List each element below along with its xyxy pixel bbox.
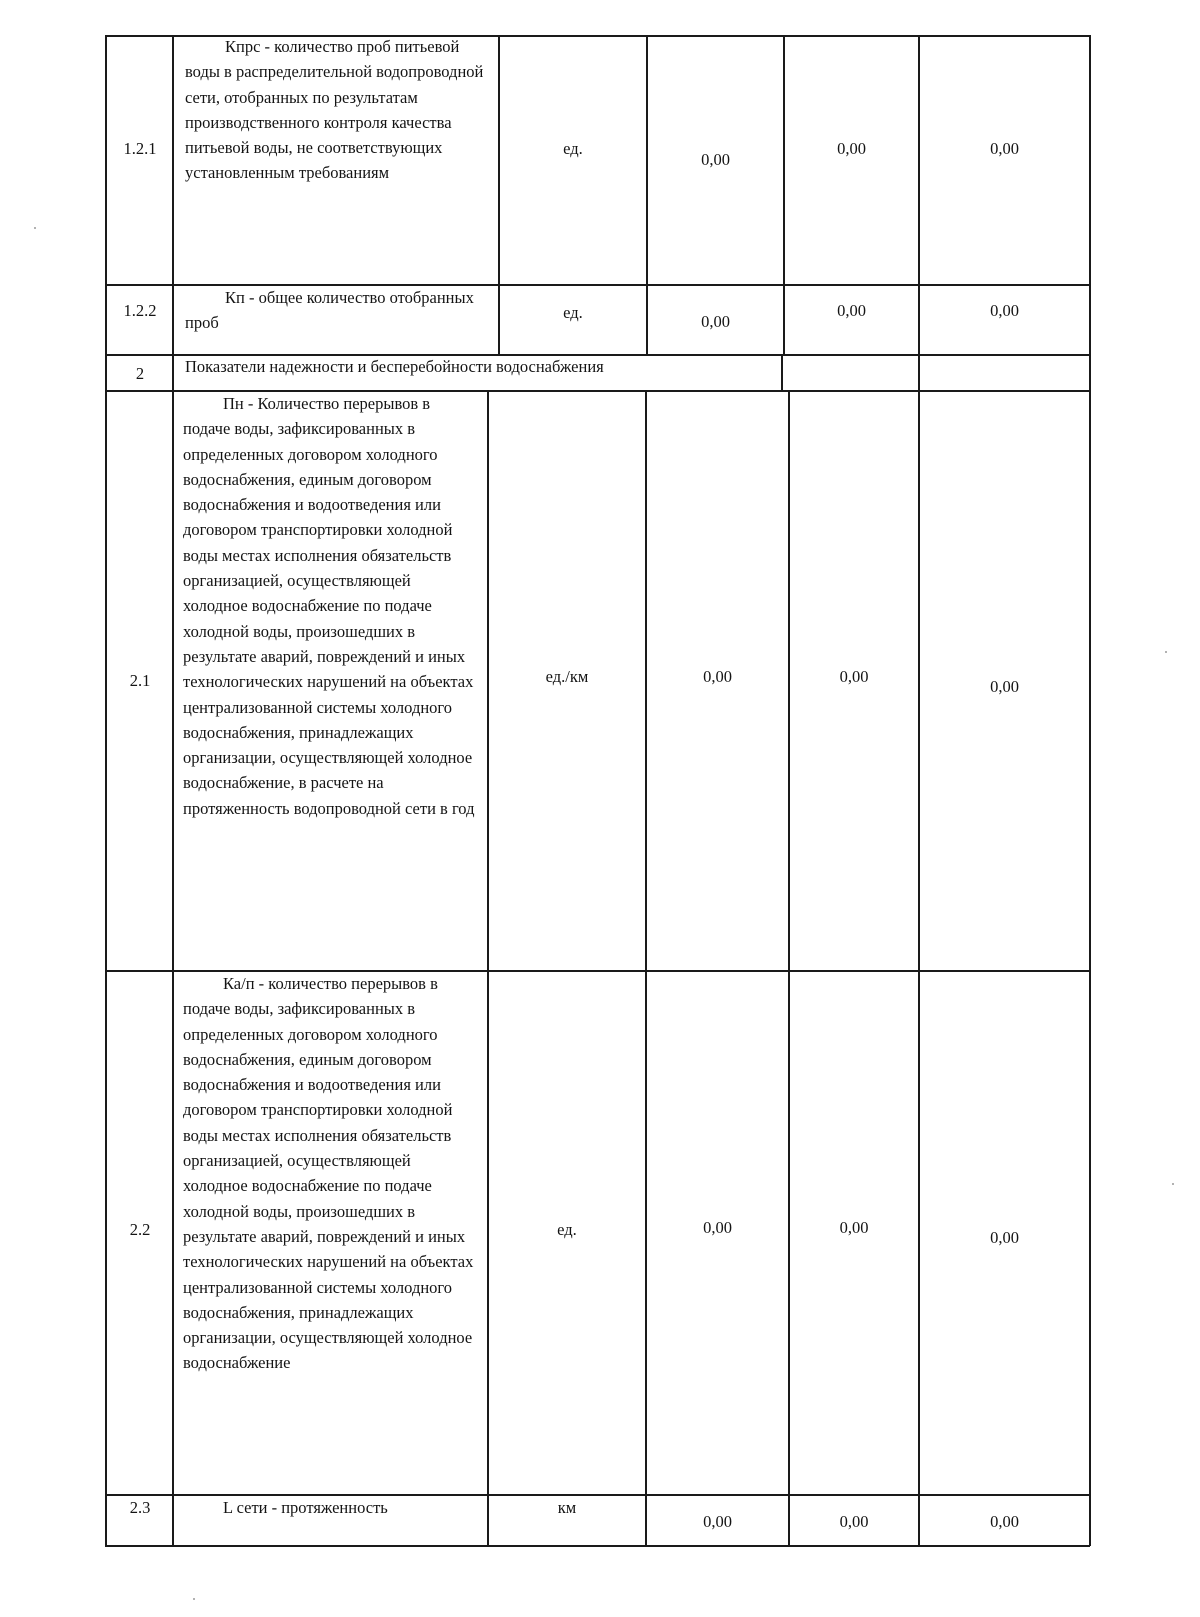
scan-speck: [34, 227, 36, 229]
column-divider: [172, 35, 174, 1546]
value-cell: 0,00: [990, 139, 1019, 158]
table-border-right: [1089, 35, 1091, 1546]
value-cell: 0,00: [837, 301, 866, 320]
column-divider: [645, 390, 647, 1546]
row-unit: км: [557, 1498, 577, 1517]
row-unit: ед.: [563, 139, 583, 158]
row-number: 1.2.1: [123, 139, 157, 158]
row-number: 1.2.2: [123, 301, 157, 320]
row-description: Ка/п - количество перерывов в подаче воды, зафиксированных в определенных договором холодного водоснабжения, единым договором водоснабжения и водоотведения или договором транспортировки холодной воды местах исполнения обязательств организацией, осуществляющей холодное водоснабжение по подаче холодной воды, произошедших в результате аварий, повреждений и иных технологических нарушений на объектах централизованной системы холодного водоснабжения, принадлежащих организации, осуществляющей холодное водоснабжение: [183, 974, 474, 1373]
value-cell: 0,00: [990, 1228, 1019, 1247]
column-divider: [646, 35, 648, 355]
scan-speck: [1165, 651, 1167, 653]
row-unit: ед.: [557, 1220, 577, 1239]
value-cell: 0,00: [839, 667, 869, 686]
row-description: L сети - протяженность: [223, 1498, 388, 1517]
section-title: Показатели надежности и бесперебойности водоснабжения: [185, 357, 604, 376]
row-number: 2.3: [129, 1498, 151, 1517]
column-divider: [918, 390, 920, 1546]
column-divider: [788, 390, 790, 1546]
table-border-bottom: [105, 1545, 1090, 1547]
value-cell: 0,00: [990, 1512, 1019, 1531]
value-cell: 0,00: [703, 667, 732, 686]
value-cell: 0,00: [703, 1218, 732, 1237]
row-number: 2.1: [129, 671, 151, 690]
value-cell: 0,00: [701, 312, 730, 331]
row-unit: ед./км: [545, 667, 589, 686]
row-description: Кп - общее количество отобранных проб: [185, 288, 474, 333]
value-cell: 0,00: [990, 301, 1019, 320]
row-number: 2.2: [129, 1220, 151, 1239]
value-cell: 0,00: [703, 1512, 732, 1531]
scan-speck: [193, 1598, 195, 1600]
column-divider: [918, 354, 920, 391]
row-number: 2: [135, 364, 145, 383]
value-cell: 0,00: [839, 1512, 869, 1531]
value-cell: 0,00: [839, 1218, 869, 1237]
row-unit: ед.: [563, 303, 583, 322]
column-divider: [487, 390, 489, 1546]
table-border-left: [105, 35, 107, 1546]
value-cell: 0,00: [837, 139, 866, 158]
value-cell: 0,00: [990, 677, 1019, 696]
value-cell: 0,00: [701, 150, 730, 169]
row-description: Кпрс - количество проб питьевой воды в распределительной водопроводной сети, отобранных по результатам производственного контроля качества питьевой воды, не соответствующих установленным требованиям: [185, 37, 484, 183]
row-description: Пн - Количество перерывов в подаче воды, зафиксированных в определенных договором холодного водоснабжения, единым договором водоснабжения и водоотведения или договором транспортировки холодной воды местах исполнения обязательств организацией, осуществляющей холодное водоснабжение по подаче холодной воды, произошедших в результате аварий, повреждений и иных технологических нарушений на объектах централизованной системы холодного водоснабжения, принадлежащих организации, осуществляющей холодное водоснабжение, в расчете на протяженность водопроводной сети в год: [183, 394, 475, 818]
scan-speck: [1172, 1183, 1174, 1185]
